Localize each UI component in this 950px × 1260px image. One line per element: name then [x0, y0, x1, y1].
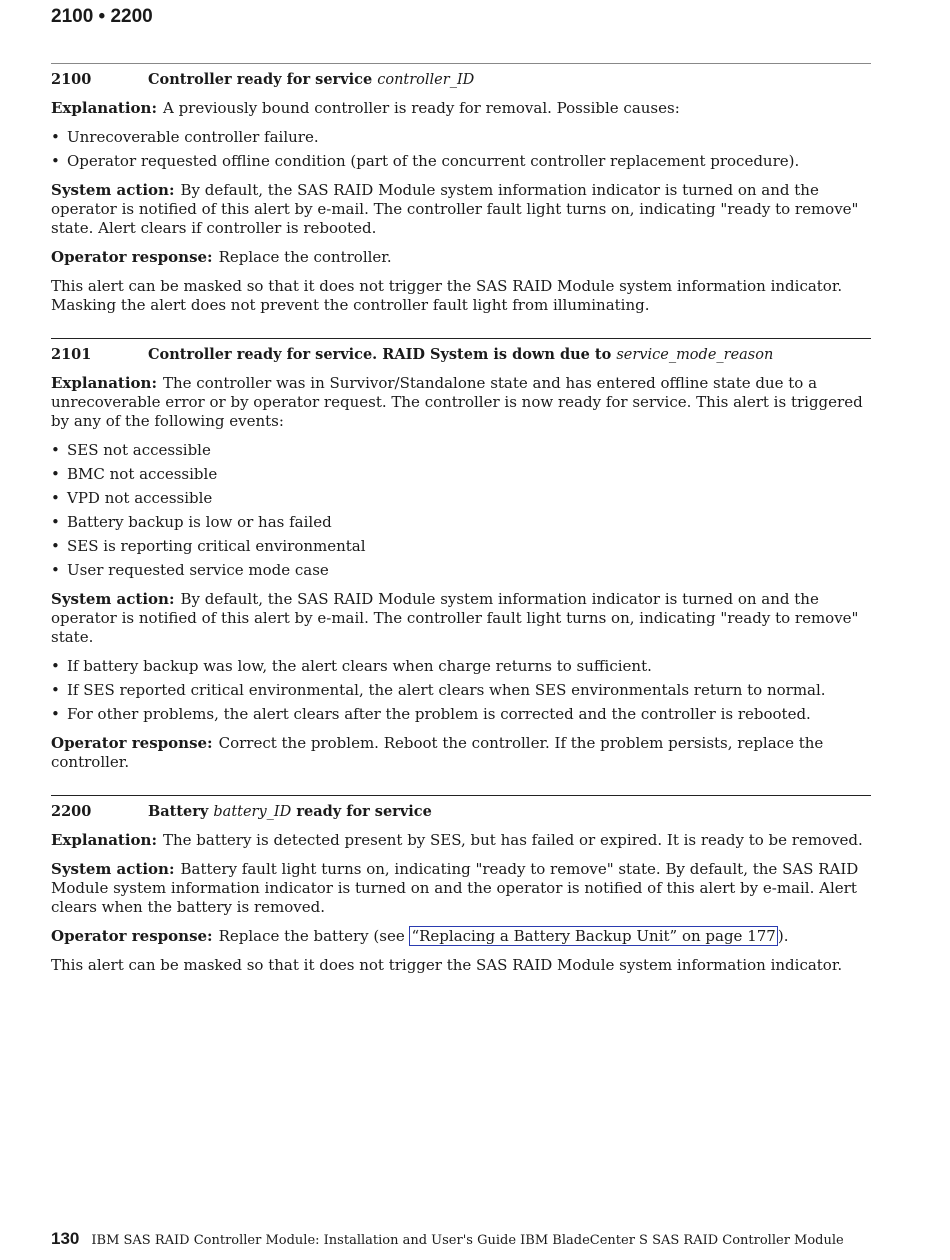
operator-response: Operator response: Replace the battery (see “Replacing a Battery Backup Unit” on page 177 ). — [51, 927, 789, 945]
message-code: 2101 — [51, 346, 92, 363]
page-footer — [51, 1229, 844, 1249]
operator-response: Operator response: Correct the problem. Reboot the controller. If the problem persists, replace the controller. — [51, 734, 824, 771]
list-item: • If SES reported critical environmental, the alert clears when SES environmentals return to normal. — [51, 681, 871, 700]
message-title-variable: battery_ID — [213, 804, 292, 820]
explanation-label: Explanation: — [51, 374, 157, 392]
operator-response-label: Operator response: — [51, 248, 213, 266]
explanation: Explanation: The controller was in Survivor/Standalone state and has entered offline state due to a unrecoverable error or by operator request. The controller is now ready for service. This alert is triggered by any of the following events: — [51, 374, 863, 430]
explanation-list — [51, 441, 871, 580]
system-action-list — [51, 657, 871, 724]
message-title: Controller ready for service. RAID System is down due to service_mode_reason — [148, 346, 774, 363]
list-item: • Battery backup is low or has failed — [51, 513, 871, 532]
list-item: • Operator requested offline condition (part of the concurrent controller replacement procedure). — [51, 152, 871, 171]
list-item: • BMC not accessible — [51, 465, 871, 484]
mask-note: This alert can be masked so that it does not trigger the SAS RAID Module system information indicator. Masking the alert does not prevent the controller fault light from illuminating. — [51, 277, 843, 314]
system-action-label: System action: — [51, 860, 175, 878]
operator-response: Operator response: Replace the controller. — [51, 248, 392, 266]
explanation-label: Explanation: — [51, 99, 157, 117]
explanation: Explanation: A previously bound controller is ready for removal. Possible causes: — [51, 99, 680, 117]
message-title: Battery battery_ID ready for service — [148, 803, 432, 820]
message-2100 — [51, 63, 871, 315]
system-action-label: System action: — [51, 181, 175, 199]
system-action: System action: By default, the SAS RAID Module system information indicator is turned on and the operator is notified of this alert by e-mail. The controller fault light turns on, indicating "ready to remove" state. Alert clears if controller is rebooted. — [51, 181, 859, 237]
list-item: • SES not accessible — [51, 441, 871, 460]
mask-note: This alert can be masked so that it does not trigger the SAS RAID Module system information indicator. — [51, 956, 843, 974]
page-content — [51, 63, 871, 985]
list-item: • User requested service mode case — [51, 561, 871, 580]
list-item: • For other problems, the alert clears after the problem is corrected and the controller is rebooted. — [51, 705, 871, 724]
system-action: System action: By default, the SAS RAID Module system information indicator is turned on and the operator is notified of this alert by e-mail. The controller fault light turns on, indicating "ready to remove" state. — [51, 590, 859, 646]
explanation: Explanation: The battery is detected present by SES, but has failed or expired. It is ready to be removed. — [51, 831, 863, 849]
message-code: 2200 — [51, 803, 92, 820]
operator-response-label: Operator response: — [51, 927, 213, 945]
battery-replacement-link[interactable]: “Replacing a Battery Backup Unit” on page 177 — [411, 927, 776, 945]
message-heading — [51, 71, 871, 89]
message-code: 2100 — [51, 71, 92, 88]
list-item: • If battery backup was low, the alert clears when charge returns to sufficient. — [51, 657, 871, 676]
message-title-variable: service_mode_reason — [616, 347, 774, 363]
list-item: • SES is reporting critical environmental — [51, 537, 871, 556]
operator-response-label: Operator response: — [51, 734, 213, 752]
footer-text: IBM SAS RAID Controller Module: Installation and User's Guide IBM BladeCenter S SAS RAID Controller Module — [91, 1233, 844, 1248]
message-heading — [51, 346, 871, 364]
system-action-label: System action: — [51, 590, 175, 608]
list-item: • Unrecoverable controller failure. — [51, 128, 871, 147]
page-header-title: 2100 • 2200 — [51, 6, 153, 27]
list-item: • VPD not accessible — [51, 489, 871, 508]
page-number: 130 — [51, 1229, 80, 1248]
message-heading — [51, 803, 871, 821]
message-title: Controller ready for service controller_ID — [148, 71, 475, 88]
message-2101 — [51, 338, 871, 772]
explanation-label: Explanation: — [51, 831, 157, 849]
message-title-variable: controller_ID — [377, 72, 475, 88]
explanation-list — [51, 128, 871, 171]
message-2200 — [51, 795, 871, 975]
system-action: System action: Battery fault light turns on, indicating "ready to remove" state. By default, the SAS RAID Module system information indicator is turned on and the operator is notified of this alert by e-mail. Alert clears when the battery is removed. — [51, 860, 859, 916]
